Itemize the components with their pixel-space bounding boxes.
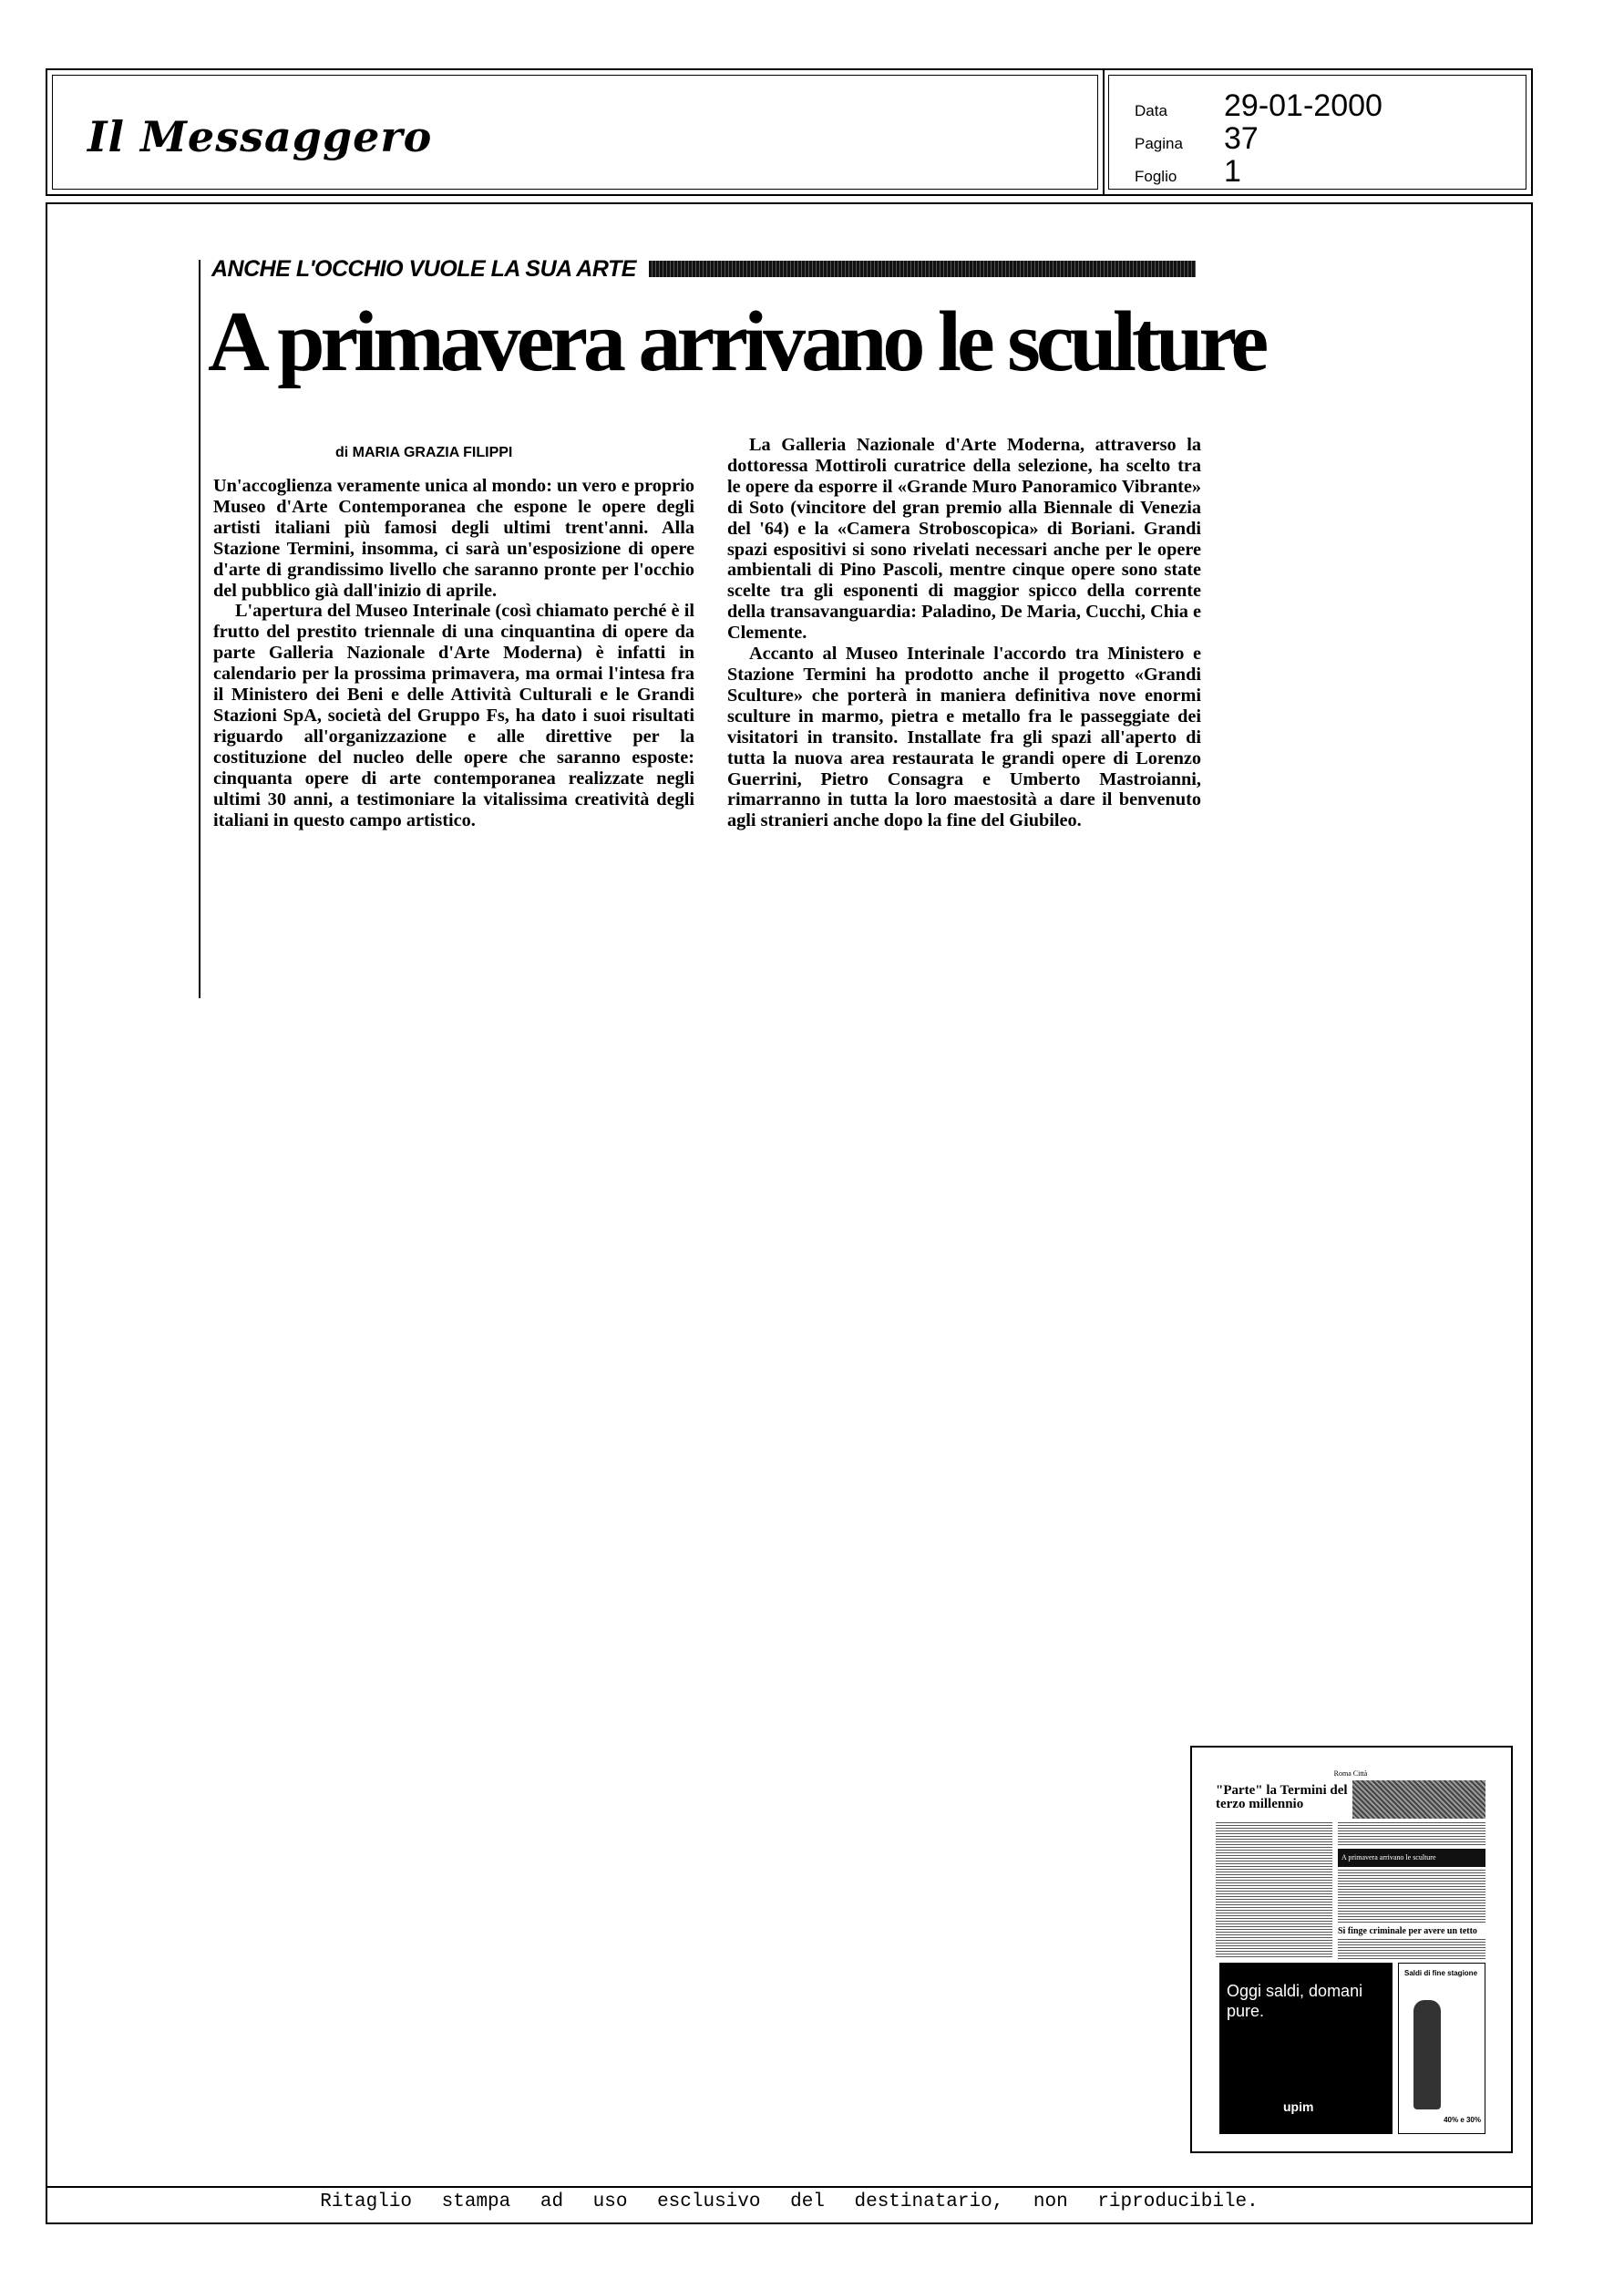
thumbnail-title: "Parte" la Termini del terzo millennio bbox=[1216, 1783, 1348, 1811]
person-figure-icon bbox=[1413, 2000, 1441, 2109]
footer-disclaimer: Ritaglio stampa ad uso esclusivo del destinatario, non riproducibile. bbox=[320, 2191, 1259, 2212]
thumbnail-text-block bbox=[1338, 1822, 1485, 1846]
thumbnail-side-ad-title: Saldi di fine stagione bbox=[1404, 1969, 1478, 1977]
meta-row-foglio bbox=[1135, 154, 1241, 190]
thumbnail-ad-upim bbox=[1219, 1963, 1393, 2134]
article-left-rule bbox=[199, 260, 200, 998]
thumbnail-text-block bbox=[1338, 1939, 1485, 1959]
thumbnail-ad-text: Oggi saldi, domani pure. bbox=[1227, 1982, 1363, 2020]
meta-row-data bbox=[1135, 88, 1382, 124]
thumbnail-section-header: Roma Città bbox=[1333, 1769, 1368, 1778]
thumbnail-text-block bbox=[1338, 1870, 1485, 1923]
article-paragraph: La Galleria Nazionale d'Arte Moderna, attraverso la dottoressa Mottiroli curatrice della selezione, ha scelto tra le opere da esporre il «Grande Muro Panoramico Vibrante» di Soto (vincitore del gran premio alla Biennale di Venezia del '64) e la «Camera Stroboscopica» di Boriani. Grandi spazi espositivi si sono rivelati necessari anche per le opere ambientali di Pino Pascoli, mentre cinque opere sono state scelte tra gli esponenti di maggior spicco della corrente della transavanguardia: Paladino, De Maria, Cucchi, Chia e Clemente. bbox=[727, 435, 1201, 644]
footer-divider bbox=[46, 2186, 1533, 2188]
meta-value: 1 bbox=[1224, 154, 1241, 189]
meta-label: Pagina bbox=[1135, 135, 1183, 152]
article-paragraph: L'apertura del Museo Interinale (così chiamato perché è il frutto del prestito triennale di una cinquantina di opere da parte Galleria Nazionale d'Arte Moderna) è infatti in calendario per la prossima primavera, ma ormai l'intesa fra il Ministero dei Beni e delle Attività Culturali e le Grandi Stazioni SpA, società del Gruppo Fs, ha dato i suoi risultati riguardo all'organizzazione e alle direttive per la costituzione del nucleo delle opere che saranno esposte: cinquanta opere di arte contemporanea realizzate negli ultimi 30 anni, a testimoniare la vitalissima creatività degli italiani in questo campo artistico. bbox=[213, 601, 694, 830]
masthead-box bbox=[46, 68, 1105, 196]
article-paragraph: Accanto al Museo Interinale l'accordo tra Ministero e Stazione Termini ha prodotto anche il progetto «Grandi Sculture» che porterà in maniera definitiva nove enormi sculture in marmo, pietra e metallo fra le passeggiate dei visitatori in transito. Installate fra gli spazi all'aperto di tutta la nuova area restaurata le grandi opere di Lorenzo Guerrini, Pietro Consagra e Umberto Mastroianni, rimarranno in tutta la loro maestosità a dare il benvenuto agli stranieri anche dopo la fine del Giubileo. bbox=[727, 644, 1201, 831]
thumbnail-side-ad-percent: 40% e 30% bbox=[1444, 2116, 1481, 2124]
kicker-row bbox=[211, 257, 1196, 281]
article-paragraph: Un'accoglienza veramente unica al mondo: un vero e proprio Museo d'Arte Contemporanea che espone le opere degli artisti italiani più famosi degli ultimi trent'anni. Alla Stazione Termini, insomma, ci sarà un'esposizione di opere d'arte di grandissimo livello che saranno pronte per l'occhio del pubblico già dall'inizio di aprile. bbox=[213, 476, 694, 601]
meta-label: Foglio bbox=[1135, 168, 1177, 185]
article-headline: A primavera arrivano le sculture bbox=[208, 294, 1265, 389]
article-kicker: ANCHE L'OCCHIO VUOLE LA SUA ARTE bbox=[211, 255, 636, 282]
kicker-bar bbox=[649, 261, 1196, 277]
thumbnail-page bbox=[1207, 1762, 1496, 2139]
newspaper-masthead: Il Messaggero bbox=[87, 112, 433, 161]
meta-value: 37 bbox=[1224, 121, 1259, 156]
page-thumbnail bbox=[1190, 1746, 1513, 2153]
thumbnail-article-title: A primavera arrivano le sculture bbox=[1338, 1849, 1485, 1867]
meta-inner-frame bbox=[1108, 75, 1526, 190]
meta-box bbox=[1105, 68, 1533, 196]
thumbnail-crime-title: Si finge criminale per avere un tetto bbox=[1338, 1926, 1477, 1936]
meta-value: 29-01-2000 bbox=[1224, 88, 1382, 123]
thumbnail-ad-brand: upim bbox=[1283, 2099, 1314, 2114]
article-column-left bbox=[213, 476, 694, 830]
thumbnail-photo bbox=[1352, 1780, 1485, 1819]
masthead-inner-frame bbox=[52, 75, 1098, 190]
article-column-right bbox=[727, 435, 1201, 831]
meta-row-pagina bbox=[1135, 121, 1259, 157]
article-byline: di MARIA GRAZIA FILIPPI bbox=[335, 445, 513, 460]
thumbnail-side-ad bbox=[1398, 1963, 1485, 2134]
thumbnail-text-block bbox=[1216, 1822, 1332, 1957]
meta-label: Data bbox=[1135, 102, 1167, 119]
